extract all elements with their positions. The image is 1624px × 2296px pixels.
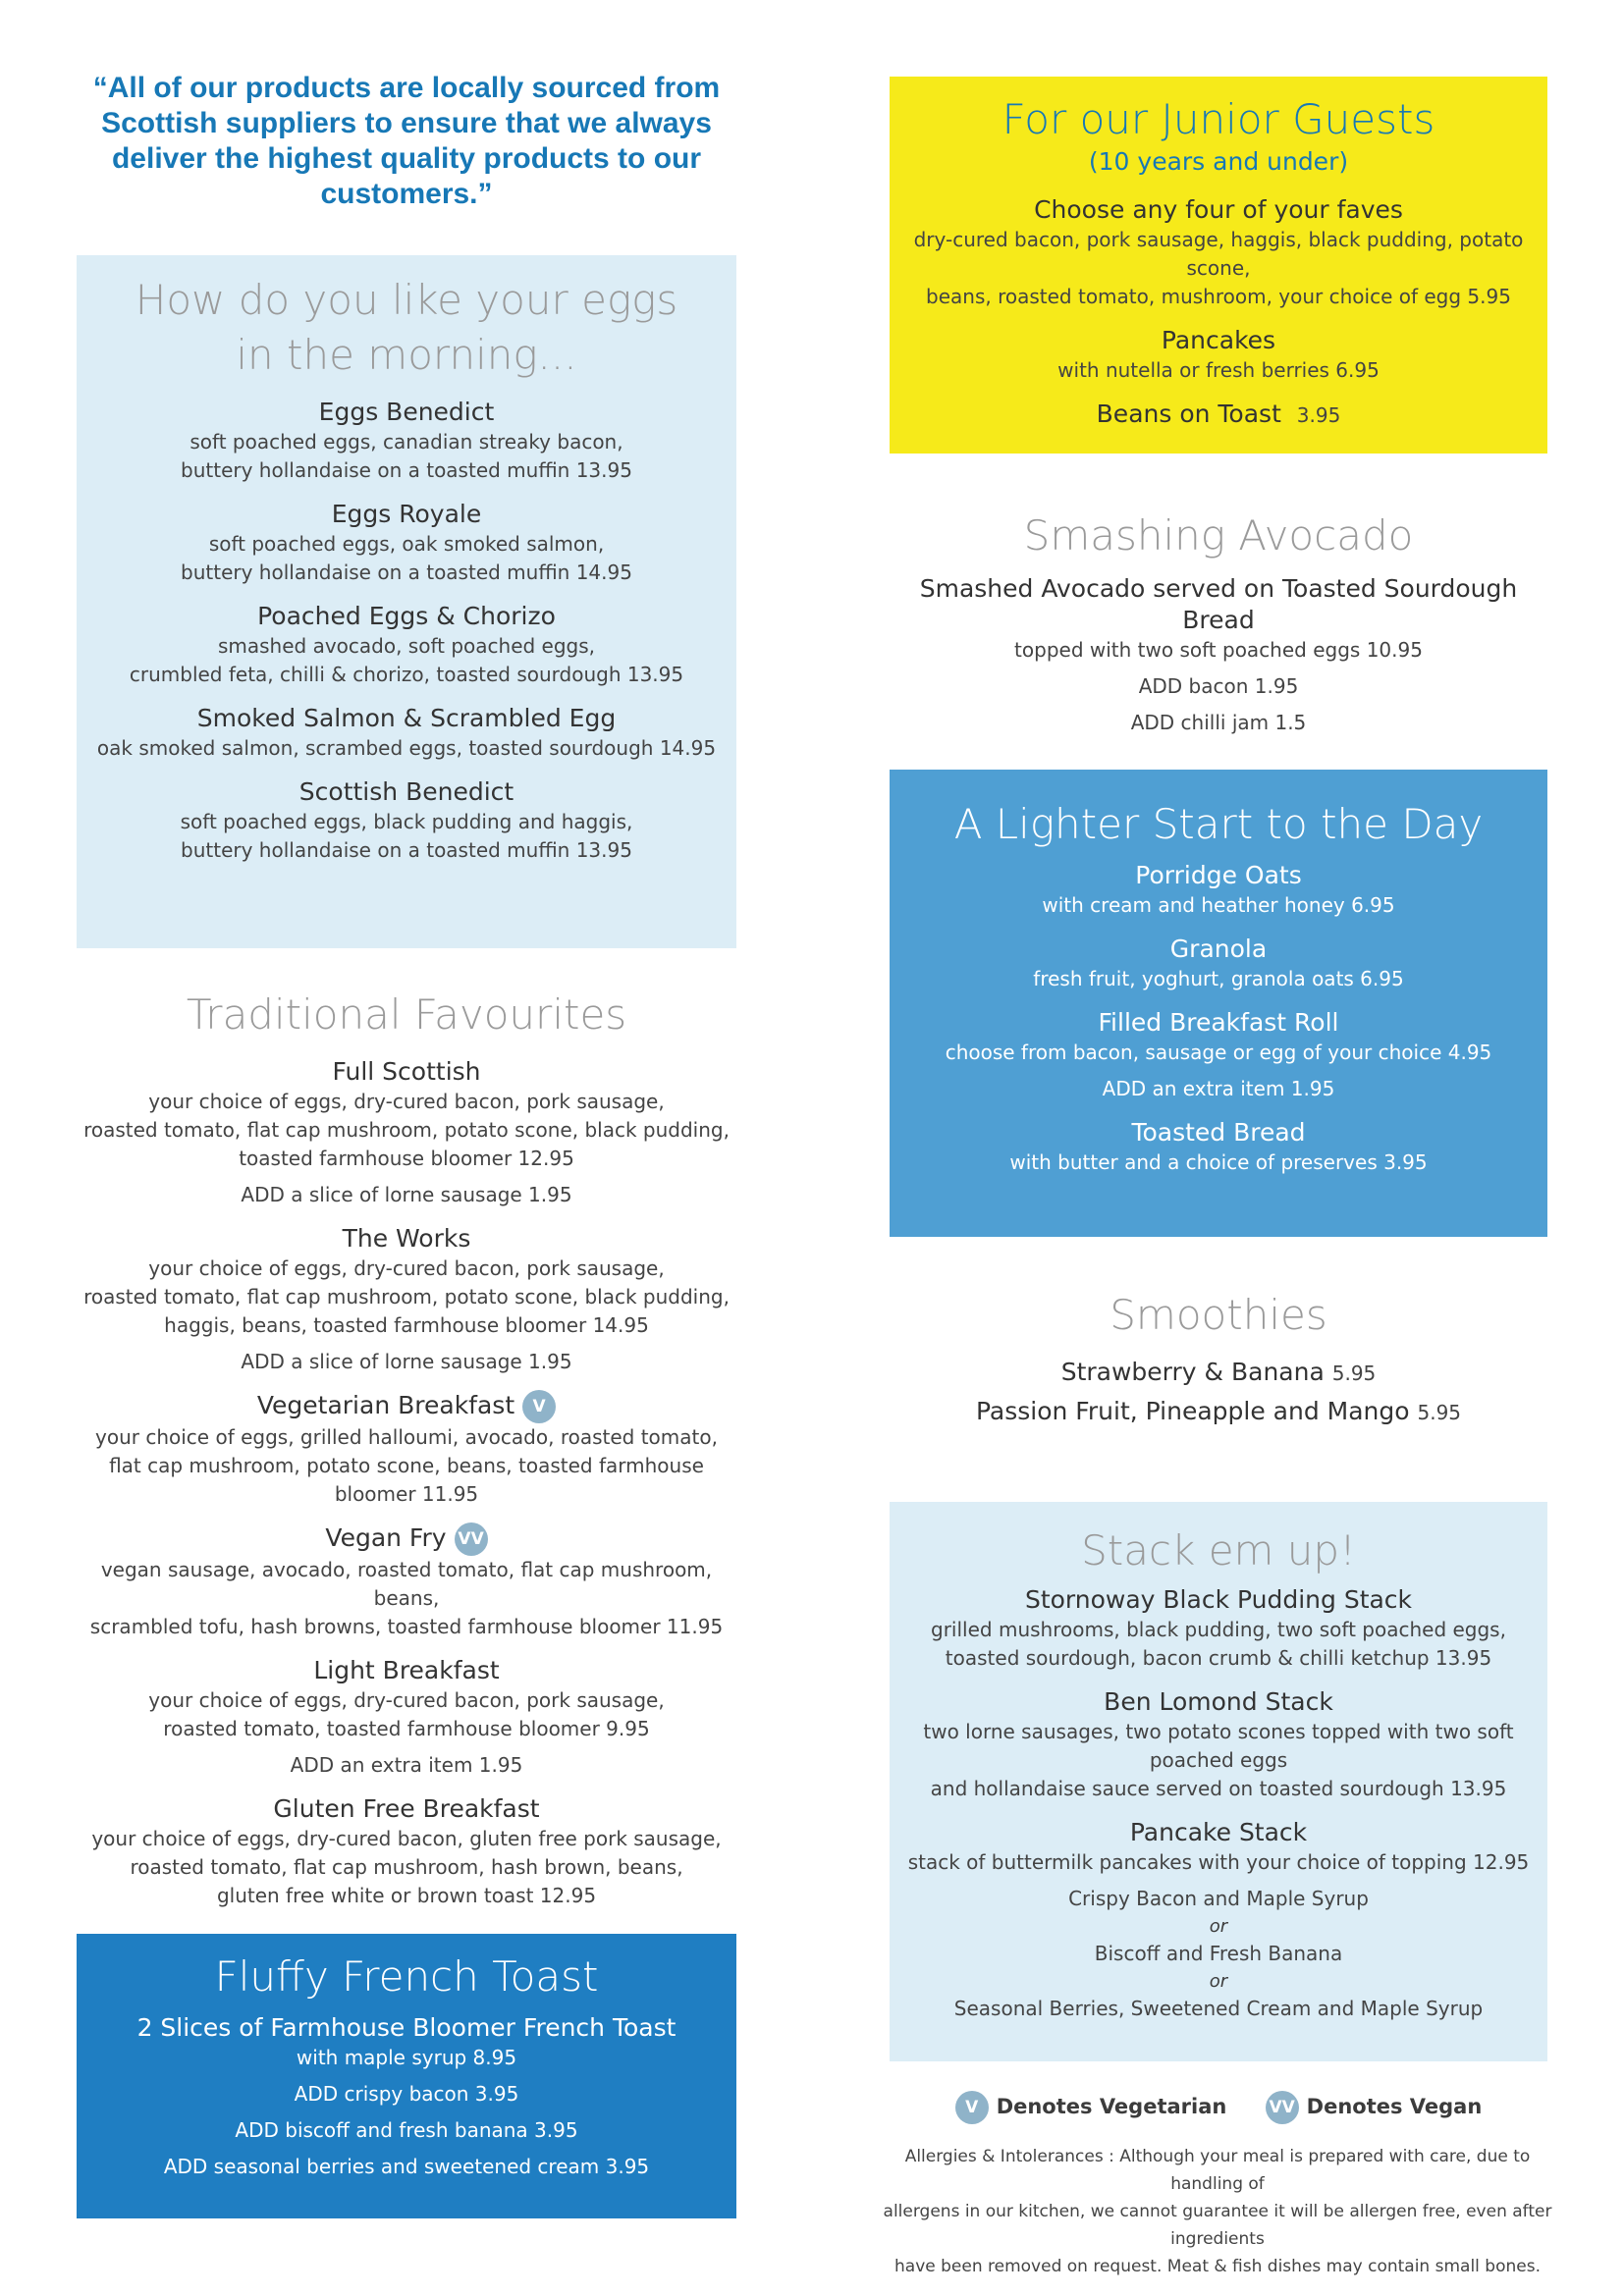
item-desc: your choice of eggs, dry-cured bacon, pork sausage, xyxy=(148,1688,665,1712)
topping-or: or xyxy=(1209,1971,1228,1992)
smoothies-heading: Smoothies xyxy=(1110,1291,1327,1339)
item-desc: gluten free white or brown toast 12.95 xyxy=(216,1884,597,1907)
legend-label: Denotes Vegan xyxy=(1306,2095,1483,2118)
sourcing-quote: “All of our products are locally sourced from Scottish suppliers to ensure that we always deliver the highest quality products to our customers.” xyxy=(92,72,721,210)
menu-item xyxy=(77,499,736,587)
item-desc: buttery hollandaise on a toasted muffin 14.95 xyxy=(181,561,632,584)
item-desc: buttery hollandaise on a toasted muffin 13.95 xyxy=(181,838,632,862)
lighter-content xyxy=(890,797,1547,1177)
menu-item xyxy=(890,1584,1547,1673)
item-desc: your choice of eggs, dry-cured bacon, pork sausage, xyxy=(148,1256,665,1280)
avocado-heading: Smashing Avocado xyxy=(1023,511,1414,560)
item-desc: roasted tomato, toasted farmhouse bloomer 9.95 xyxy=(163,1717,650,1740)
menu-item xyxy=(890,934,1547,993)
item-name: Strawberry & Banana xyxy=(1060,1358,1325,1386)
menu-item xyxy=(77,703,736,763)
legend-vegan xyxy=(1266,2091,1483,2124)
menu-item xyxy=(77,1522,736,1641)
item-name: Toasted Bread xyxy=(1131,1118,1306,1147)
menu-item xyxy=(890,1007,1547,1103)
menu-item xyxy=(77,1793,736,1910)
item-add-on: ADD seasonal berries and sweetened cream 3.95 xyxy=(163,2155,650,2178)
item-name-row xyxy=(890,1357,1547,1388)
item-desc: and hollandaise sauce served on toasted sourdough 13.95 xyxy=(930,1777,1507,1800)
item-name: Choose any four of your faves xyxy=(1034,195,1403,224)
item-desc: dry-cured bacon, pork sausage, haggis, black pudding, potato scone, xyxy=(913,228,1524,280)
item-name-row xyxy=(77,1522,736,1556)
menu-item xyxy=(890,573,1547,737)
menu-item xyxy=(890,1686,1547,1803)
menu-item xyxy=(77,1056,736,1209)
french-toast-heading: Fluffy French Toast xyxy=(214,1952,599,2001)
menu-item xyxy=(77,1223,736,1376)
item-price: 5.95 xyxy=(1417,1401,1462,1424)
junior-heading: For our Junior Guests xyxy=(1001,95,1435,143)
topping-or: or xyxy=(1209,1916,1228,1937)
item-add-on: ADD biscoff and fresh banana 3.95 xyxy=(235,2118,578,2142)
menu-item xyxy=(890,1357,1547,1388)
menu-item xyxy=(77,397,736,485)
item-desc: with maple syrup 8.95 xyxy=(296,2046,517,2069)
menu-item xyxy=(890,325,1547,385)
item-desc: beans, roasted tomato, mushroom, your choice of egg 5.95 xyxy=(926,285,1511,308)
topping-option: Crispy Bacon and Maple Syrup xyxy=(1068,1887,1369,1910)
vegan-badge-icon: VV xyxy=(455,1522,488,1556)
menu-item xyxy=(77,1390,736,1509)
eggs-heading-line1: How do you like your eggs xyxy=(135,276,678,324)
item-add-on: ADD bacon 1.95 xyxy=(1138,674,1299,698)
topping-option: Biscoff and Fresh Banana xyxy=(1094,1942,1343,1965)
item-desc: your choice of eggs, grilled halloumi, avocado, roasted tomato, xyxy=(95,1425,718,1449)
item-add-on: ADD an extra item 1.95 xyxy=(290,1753,523,1777)
traditional-heading: Traditional Favourites xyxy=(186,990,627,1039)
item-desc: your choice of eggs, dry-cured bacon, gluten free pork sausage, xyxy=(91,1827,722,1850)
stack-heading: Stack em up! xyxy=(1081,1526,1356,1575)
item-desc: roasted tomato, flat cap mushroom, potato scone, black pudding, xyxy=(83,1118,730,1142)
item-add-on: ADD an extra item 1.95 xyxy=(1102,1077,1335,1100)
item-name-row xyxy=(890,399,1547,430)
allergy-line: allergens in our kitchen, we cannot guarantee it will be allergen free, even after ingredients xyxy=(883,2202,1552,2249)
item-desc: with butter and a choice of preserves 3.95 xyxy=(1009,1150,1428,1174)
item-name: Pancakes xyxy=(1161,326,1276,354)
item-desc: topped with two soft poached eggs 10.95 xyxy=(1014,638,1423,662)
item-name: Smoked Salmon & Scrambled Egg xyxy=(196,704,617,732)
item-name: Full Scottish xyxy=(332,1057,481,1086)
item-add-on: ADD crispy bacon 3.95 xyxy=(294,2082,519,2106)
item-add-on: ADD a slice of lorne sausage 1.95 xyxy=(241,1183,572,1206)
item-desc: grilled mushrooms, black pudding, two soft poached eggs, xyxy=(931,1618,1506,1641)
item-name: Poached Eggs & Chorizo xyxy=(257,602,556,630)
legend-vegetarian xyxy=(955,2091,1227,2124)
item-desc: your choice of eggs, dry-cured bacon, pork sausage, xyxy=(148,1090,665,1113)
item-name: Filled Breakfast Roll xyxy=(1098,1008,1339,1037)
allergy-line: Allergies & Intolerances : Although your meal is prepared with care, due to handling of xyxy=(904,2147,1531,2194)
junior-subheading: (10 years and under) xyxy=(1088,147,1349,176)
item-desc: roasted tomato, flat cap mushroom, hash brown, beans, xyxy=(130,1855,683,1879)
item-add-on: ADD a slice of lorne sausage 1.95 xyxy=(241,1350,572,1373)
item-name-row xyxy=(77,1390,736,1423)
junior-content xyxy=(890,92,1547,430)
french-toast-content xyxy=(77,1949,736,2181)
item-desc: crumbled feta, chilli & chorizo, toasted sourdough 13.95 xyxy=(129,663,684,686)
item-desc: roasted tomato, flat cap mushroom, potato scone, black pudding, xyxy=(83,1285,730,1308)
item-name: Vegetarian Breakfast xyxy=(256,1391,515,1419)
item-desc: oak smoked salmon, scrambed eggs, toasted sourdough 14.95 xyxy=(96,736,717,760)
item-desc: buttery hollandaise on a toasted muffin 13.95 xyxy=(181,458,632,482)
item-desc: two lorne sausages, two potato scones topped with two soft poached eggs xyxy=(923,1720,1514,1772)
avocado-section xyxy=(890,508,1547,737)
item-name: Ben Lomond Stack xyxy=(1104,1687,1333,1716)
menu-item xyxy=(890,860,1547,920)
menu-item xyxy=(890,399,1547,430)
item-desc: scrambled tofu, hash browns, toasted farmhouse bloomer 11.95 xyxy=(89,1615,724,1638)
item-desc: soft poached eggs, oak smoked salmon, xyxy=(208,532,605,556)
item-name: Passion Fruit, Pineapple and Mango xyxy=(975,1397,1410,1425)
eggs-heading-line2: in the morning... xyxy=(236,331,577,379)
item-desc: with cream and heather honey 6.95 xyxy=(1042,893,1395,917)
item-name-row xyxy=(890,1396,1547,1427)
item-price: 3.95 xyxy=(1296,403,1341,427)
item-name: Beans on Toast xyxy=(1096,400,1281,428)
item-name: Eggs Benedict xyxy=(318,398,495,426)
vegan-badge-icon: VV xyxy=(1266,2091,1299,2124)
item-add-on: ADD chilli jam 1.5 xyxy=(1130,711,1307,734)
item-name: Granola xyxy=(1169,934,1268,963)
smoothies-section xyxy=(890,1288,1547,1427)
menu-item xyxy=(77,601,736,689)
menu-item xyxy=(77,776,736,865)
vegetarian-badge-icon: V xyxy=(522,1390,556,1423)
allergy-notice xyxy=(874,2143,1561,2280)
item-desc: soft poached eggs, black pudding and haggis, xyxy=(180,810,633,833)
item-name: Pancake Stack xyxy=(1129,1818,1308,1846)
menu-item xyxy=(77,1655,736,1780)
item-name: Scottish Benedict xyxy=(298,777,514,806)
item-price: 5.95 xyxy=(1331,1362,1377,1385)
item-name: Eggs Royale xyxy=(331,500,482,528)
eggs-content xyxy=(77,273,736,865)
item-desc: soft poached eggs, canadian streaky bacon, xyxy=(189,430,623,454)
item-name: Porridge Oats xyxy=(1135,861,1302,889)
menu-item xyxy=(890,1817,1547,2023)
topping-option: Seasonal Berries, Sweetened Cream and Maple Syrup xyxy=(953,1997,1484,2020)
dietary-legend xyxy=(890,2091,1547,2124)
vegetarian-badge-icon: V xyxy=(955,2091,989,2124)
item-name: The Works xyxy=(342,1224,471,1253)
menu-item xyxy=(890,1117,1547,1177)
item-desc: fresh fruit, yoghurt, granola oats 6.95 xyxy=(1033,967,1404,990)
item-desc: toasted farmhouse bloomer 12.95 xyxy=(239,1147,574,1170)
item-desc: haggis, beans, toasted farmhouse bloomer 14.95 xyxy=(164,1313,649,1337)
item-name: 2 Slices of Farmhouse Bloomer French Toast xyxy=(136,2013,677,2042)
item-name: Light Breakfast xyxy=(313,1656,500,1684)
allergy-line: have been removed on request. Meat & fish dishes may contain small bones. xyxy=(894,2257,1541,2276)
legend-label: Denotes Vegetarian xyxy=(996,2095,1227,2118)
item-name: Vegan Fry xyxy=(325,1523,447,1552)
menu-item xyxy=(77,2012,736,2181)
item-desc: stack of buttermilk pancakes with your choice of topping 12.95 xyxy=(907,1850,1530,1874)
traditional-section xyxy=(77,988,736,1910)
item-name: Gluten Free Breakfast xyxy=(273,1794,540,1823)
menu-item xyxy=(890,1396,1547,1427)
item-desc: choose from bacon, sausage or egg of your choice 4.95 xyxy=(945,1041,1492,1064)
item-desc: flat cap mushroom, potato scone, beans, toasted farmhouse bloomer 11.95 xyxy=(109,1454,704,1506)
item-desc: smashed avocado, soft poached eggs, xyxy=(217,634,596,658)
item-desc: toasted sourdough, bacon crumb & chilli ketchup 13.95 xyxy=(945,1646,1492,1670)
item-desc: with nutella or fresh berries 6.95 xyxy=(1057,358,1380,382)
item-name: Smashed Avocado served on Toasted Sourdough Bread xyxy=(919,574,1518,634)
item-desc: vegan sausage, avocado, roasted tomato, flat cap mushroom, beans, xyxy=(100,1558,713,1610)
item-name: Stornoway Black Pudding Stack xyxy=(1024,1585,1413,1614)
lighter-heading: A Lighter Start to the Day xyxy=(953,800,1484,848)
menu-item xyxy=(890,194,1547,311)
stack-content xyxy=(890,1523,1547,2023)
